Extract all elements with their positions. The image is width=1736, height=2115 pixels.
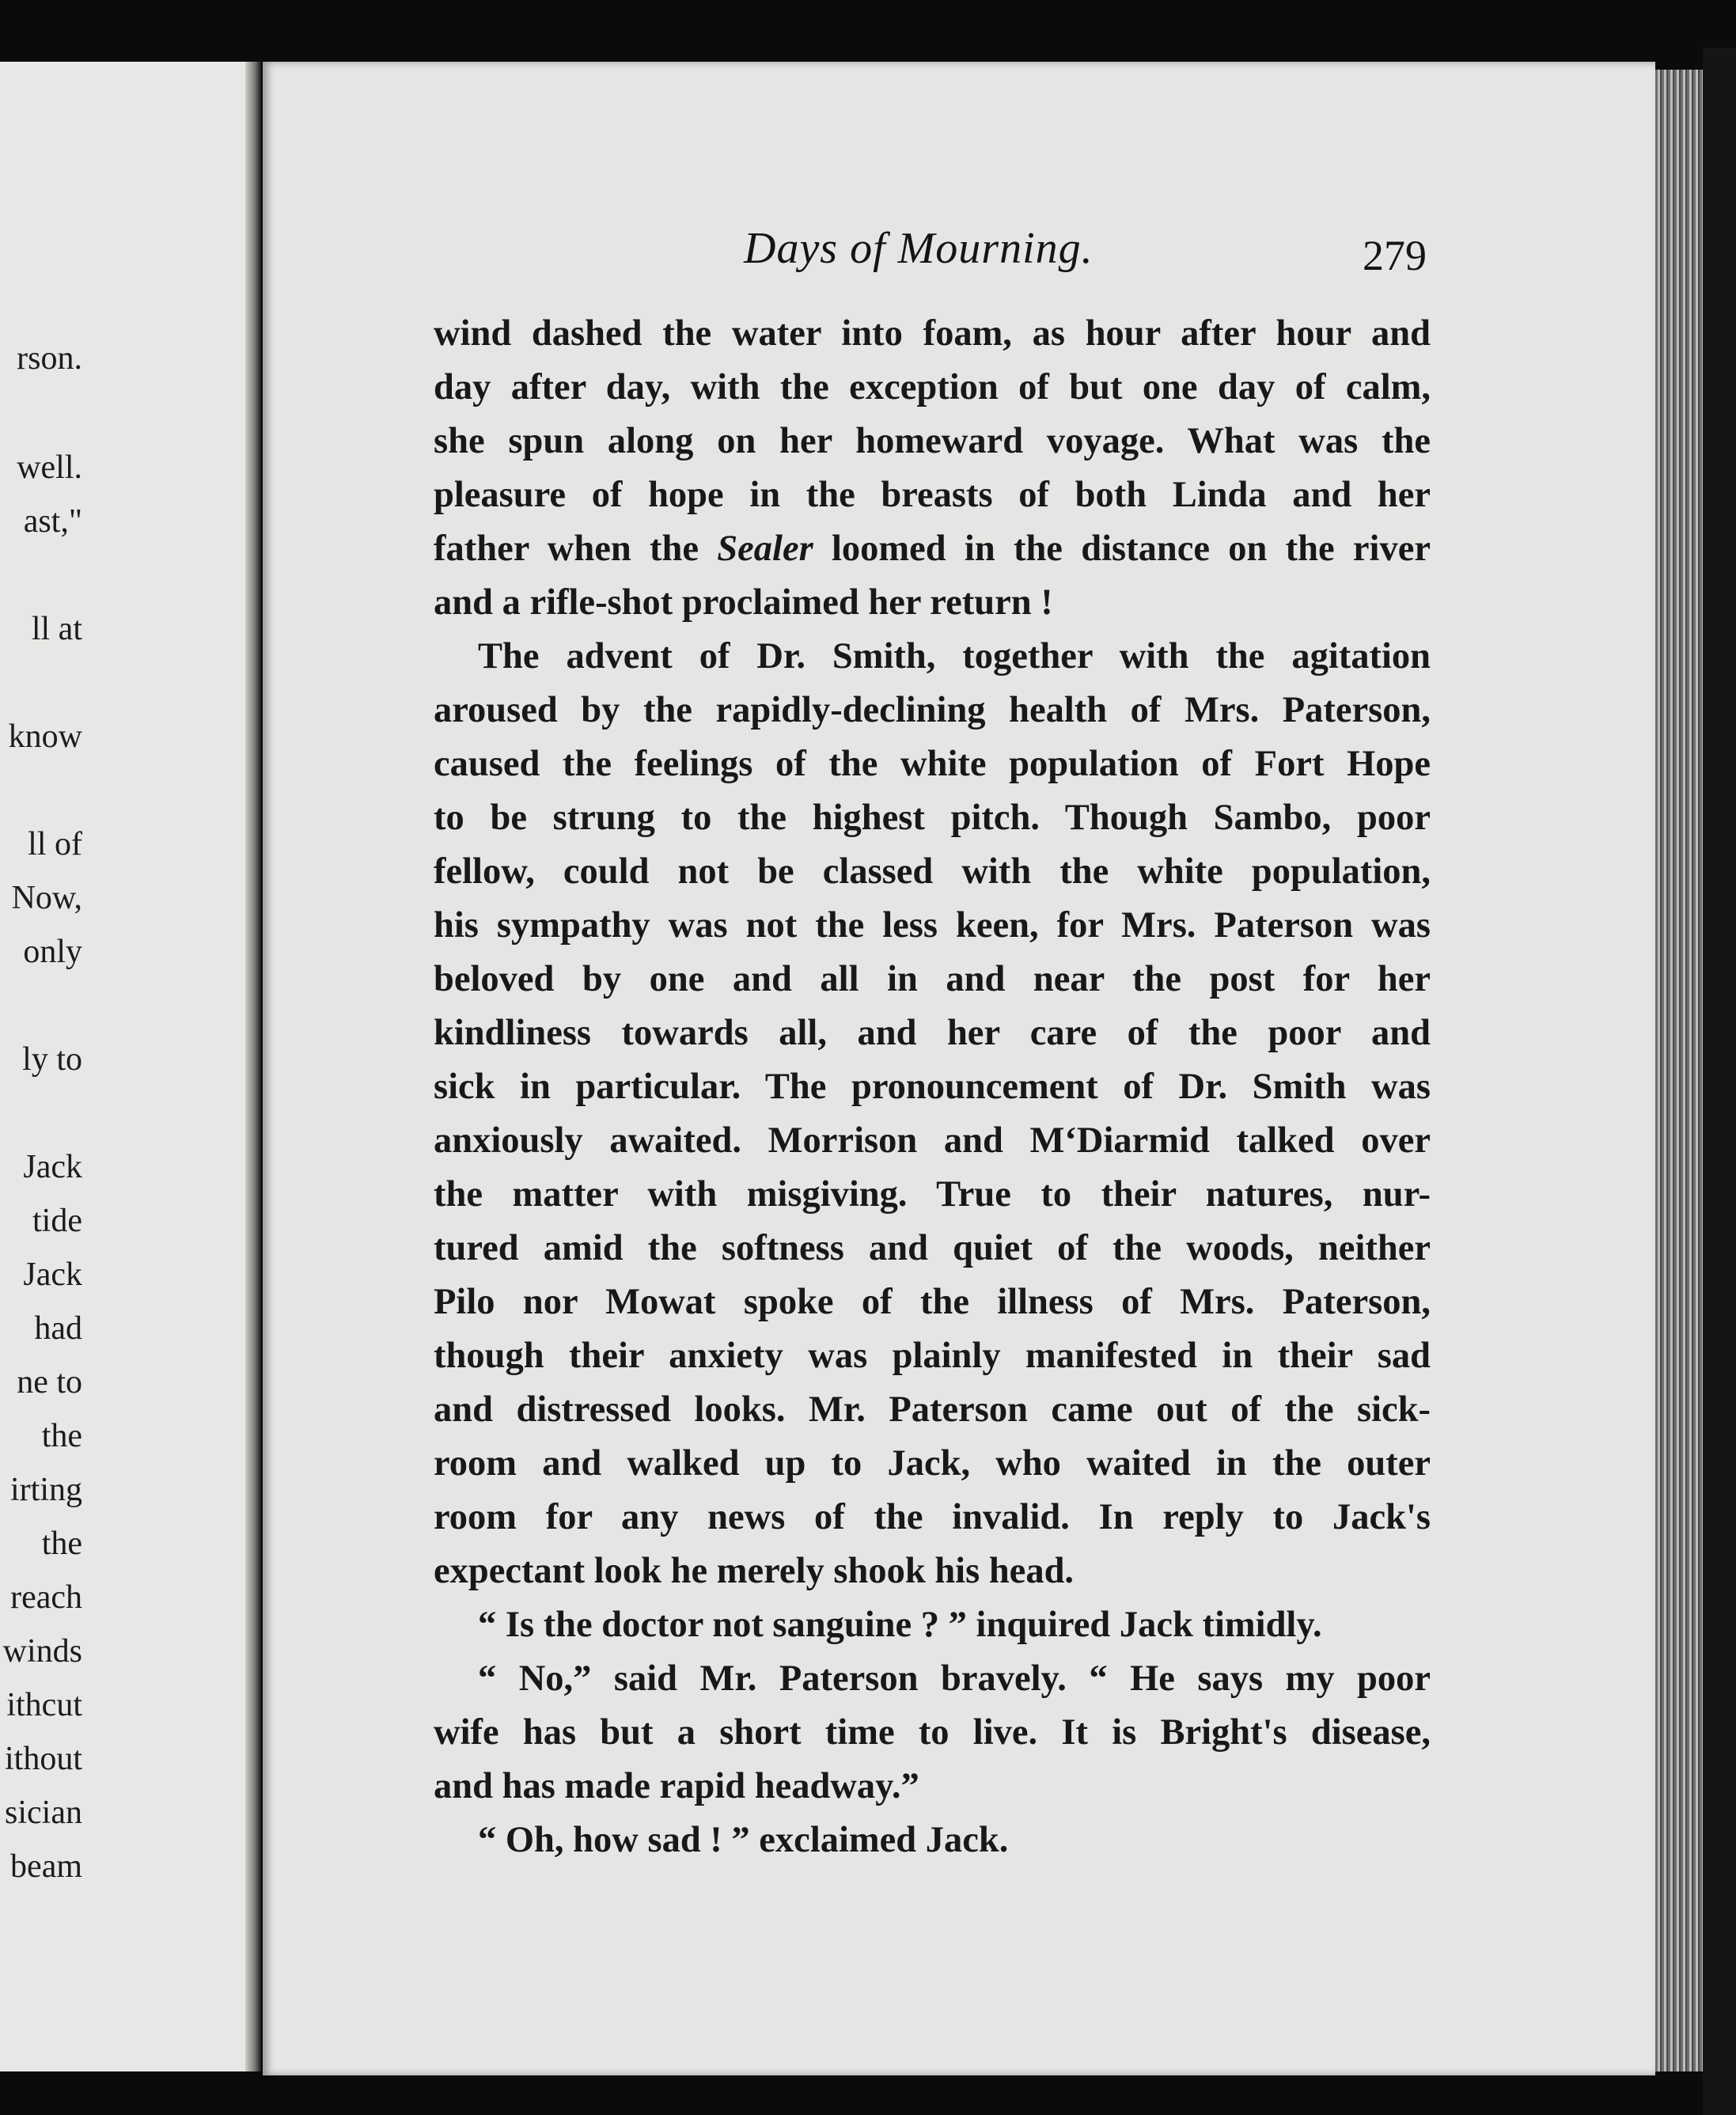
text-line: and distressed looks. Mr. Paterson came out of the sick- (434, 1389, 1431, 1430)
text-line: room for any news of the invalid. In reply to Jack's (434, 1497, 1431, 1537)
text-line: “ Oh, how sad ! ” exclaimed Jack. (478, 1820, 1009, 1860)
text-line: fellow, could not be classed with the white population, (434, 851, 1431, 892)
text-line: day after day, with the exception of but one day of calm, (434, 367, 1431, 407)
left-page-fragment: know (8, 718, 82, 755)
left-page-fragment: ly to (22, 1041, 82, 1078)
left-page-fragment: Jack (23, 1256, 82, 1293)
text-line: pleasure of hope in the breasts of both Linda and her (434, 475, 1431, 515)
left-page-fragment: reach (10, 1579, 82, 1616)
text-line: though their anxiety was plainly manifested in their sad (434, 1336, 1431, 1376)
text-segment: loomed in the distance on the river (813, 529, 1431, 569)
left-page-fragment: the (41, 1526, 82, 1562)
text-line: she spun along on her homeward voyage. What was the (434, 421, 1431, 461)
page-number: 279 (1363, 232, 1427, 279)
page-edges (1655, 70, 1703, 2071)
left-page-fragment: ll of (28, 826, 82, 862)
italic-ship-name: Sealer (717, 529, 813, 569)
running-head: Days of Mourning. (744, 224, 1094, 273)
left-page-fragment: rson. (17, 340, 82, 377)
text-line: The advent of Dr. Smith, together with the agitation (478, 636, 1431, 677)
left-page-fragment: the (41, 1418, 82, 1454)
left-page-fragment: ll at (31, 611, 82, 647)
book-gutter (245, 62, 261, 2071)
left-page-fragment: irting (10, 1472, 82, 1508)
text-line: “ No,” said Mr. Paterson bravely. “ He says my poor (478, 1658, 1431, 1699)
text-line: his sympathy was not the less keen, for Mrs. Paterson was (434, 905, 1431, 946)
body-text (434, 307, 1431, 1867)
text-line: beloved by one and all in and near the post for her (434, 959, 1431, 999)
text-line: Pilo nor Mowat spoke of the illness of Mrs. Paterson, (434, 1282, 1431, 1322)
left-page-fragment: only (23, 934, 82, 970)
text-line: expectant look he merely shook his head. (434, 1551, 1075, 1591)
left-page-fragment: ithcut (6, 1687, 82, 1723)
left-page-fragment: ithout (4, 1741, 82, 1777)
left-page-fragment: ne to (17, 1364, 82, 1401)
left-page-fragment: winds (2, 1633, 82, 1670)
left-page-fragment: ast," (23, 503, 82, 540)
text-line: the matter with misgiving. True to their natures, nur- (434, 1174, 1431, 1215)
text-line: aroused by the rapidly-declining health of Mrs. Paterson, (434, 690, 1431, 730)
left-page-fragment: Jack (23, 1149, 82, 1185)
text-line: kindliness towards all, and her care of the poor and (434, 1013, 1431, 1053)
text-line: and a rifle-shot proclaimed her return ! (434, 582, 1053, 623)
text-line: wife has but a short time to live. It is Bright's disease, (434, 1712, 1431, 1753)
text-line (434, 522, 1431, 576)
text-line: caused the feelings of the white population of Fort Hope (434, 744, 1431, 784)
left-page-fragment: beam (10, 1848, 82, 1885)
text-line: and has made rapid headway.” (434, 1766, 919, 1806)
text-line: wind dashed the water into foam, as hour after hour and (434, 313, 1431, 354)
text-line: room and walked up to Jack, who waited in the outer (434, 1443, 1431, 1484)
left-page-fragment: Now, (11, 880, 82, 916)
text-line: “ Is the doctor not sanguine ? ” inquired Jack timidly. (478, 1605, 1322, 1645)
text-line: to be strung to the highest pitch. Though Sambo, poor (434, 798, 1431, 838)
text-segment: father when the (434, 529, 718, 569)
text-line: sick in particular. The pronouncement of Dr. Smith was (434, 1067, 1431, 1107)
text-line: anxiously awaited. Morrison and M‘Diarmid talked over (434, 1120, 1431, 1161)
left-page-fragment: sician (5, 1795, 82, 1831)
text-line: tured amid the softness and quiet of the woods, neither (434, 1228, 1431, 1268)
book-binding (1703, 47, 1736, 2115)
left-page-fragment: tide (32, 1203, 82, 1239)
left-page-fragment: had (34, 1310, 82, 1347)
left-page-fragment: well. (17, 449, 82, 486)
